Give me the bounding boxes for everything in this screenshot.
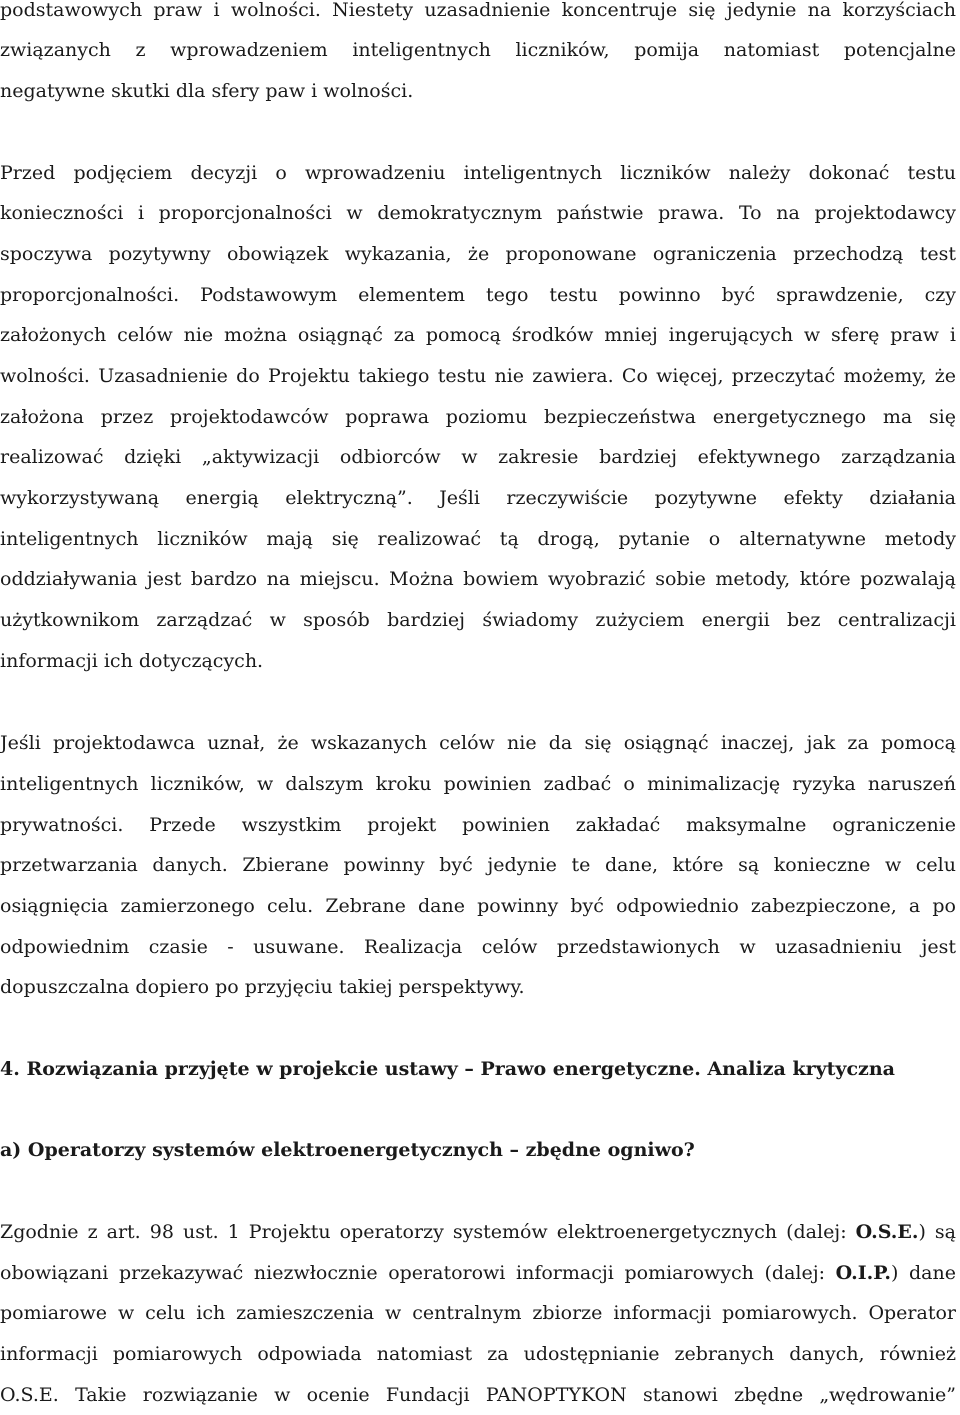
paragraph-line: dopuszczalna dopiero po przyjęciu takiej perspektywy. (0, 976, 525, 998)
paragraph-line: prywatności. Przede wszystkim projekt powinien zakładać maksymalne ograniczenie (0, 814, 956, 836)
text-run: ) dane (890, 1262, 956, 1284)
paragraph-line: osiągnięcia zamierzonego celu. Zebrane dane powinny być odpowiednio zabezpieczone, a po (0, 895, 956, 917)
paragraph-line: założonych celów nie można osiągnąć za pomocą środków mniej ingerujących w sferę praw i (0, 324, 956, 346)
paragraph-line: inteligentnych liczników mają się realizować tą drogą, pytanie o alternatywne metody (0, 528, 956, 550)
paragraph-line: O.S.E. Takie rozwiązanie w ocenie Fundacji PANOPTYKON stanowi zbędne „wędrowanie” (0, 1384, 956, 1406)
paragraph-line: podstawowych praw i wolności. Niestety uzasadnienie koncentruje się jedynie na korzyściach (0, 0, 956, 21)
paragraph-line: Przed podjęciem decyzji o wprowadzeniu inteligentnych liczników należy dokonać testu (0, 162, 956, 184)
paragraph-line: odpowiednim czasie - usuwane. Realizacja celów przedstawionych w uzasadnieniu jest (0, 936, 956, 958)
paragraph-line: konieczności i proporcjonalności w demokratycznym państwie prawa. To na projektodawcy (0, 202, 956, 224)
paragraph-line: spoczywa pozytywny obowiązek wykazania, że proponowane ograniczenia przechodzą test (0, 243, 956, 265)
paragraph-line: wykorzystywaną energią elektryczną”. Jeśli rzeczywiście pozytywne efekty działania (0, 487, 956, 509)
paragraph-line: realizować dzięki „aktywizacji odbiorców w zakresie bardziej efektywnego zarządzania (0, 446, 956, 468)
paragraph-line: założona przez projektodawców poprawa poziomu bezpieczeństwa energetycznego ma się (0, 406, 956, 428)
abbreviation-ose: O.S.E. (855, 1221, 919, 1243)
text-run: obowiązani przekazywać niezwłocznie operatorowi informacji pomiarowych (dalej: (0, 1262, 836, 1284)
paragraph-line: informacji ich dotyczących. (0, 650, 264, 672)
text-run: Zgodnie z art. 98 ust. 1 Projektu operatorzy systemów elektroenergetycznych (dalej: (0, 1221, 856, 1243)
paragraph-line (0, 1253, 956, 1293)
section-heading: 4. Rozwiązania przyjęte w projekcie ustawy – Prawo energetyczne. Analiza krytyczna (0, 1058, 895, 1080)
paragraph-line: informacji pomiarowych odpowiada natomiast za udostępnianie zebranych danych, również (0, 1343, 956, 1365)
paragraph-line: użytkownikom zarządzać w sposób bardziej świadomy zużyciem energii bez centralizacji (0, 609, 956, 631)
subsection-heading: a) Operatorzy systemów elektroenergetycznych – zbędne ogniwo? (0, 1139, 695, 1161)
paragraph-line: oddziaływania jest bardzo na miejscu. Można bowiem wyobrazić sobie metody, które pozwalają (0, 568, 956, 590)
abbreviation-oip: O.I.P. (835, 1262, 891, 1284)
paragraph-line: przetwarzania danych. Zbierane powinny być jedynie te dane, które są konieczne w celu (0, 854, 956, 876)
paragraph-line: Jeśli projektodawca uznał, że wskazanych celów nie da się osiągnąć inaczej, jak za pomocą (0, 732, 956, 754)
paragraph-line: wolności. Uzasadnienie do Projektu takiego testu nie zawiera. Co więcej, przeczytać możemy, że (0, 365, 956, 387)
text-run: ) są (918, 1221, 957, 1243)
paragraph-line: inteligentnych liczników, w dalszym kroku powinien zadbać o minimalizację ryzyka naruszeń (0, 773, 956, 795)
paragraph-line (0, 1212, 956, 1252)
paragraph-line: proporcjonalności. Podstawowym elementem tego testu powinno być sprawdzenie, czy (0, 284, 956, 306)
paragraph-line: związanych z wprowadzeniem inteligentnych liczników, pomija natomiast potencjalne (0, 39, 956, 61)
paragraph-line: negatywne skutki dla sfery paw i wolności. (0, 80, 414, 102)
paragraph-line: pomiarowe w celu ich zamieszczenia w centralnym zbiorze informacji pomiarowych. Operator (0, 1302, 956, 1324)
